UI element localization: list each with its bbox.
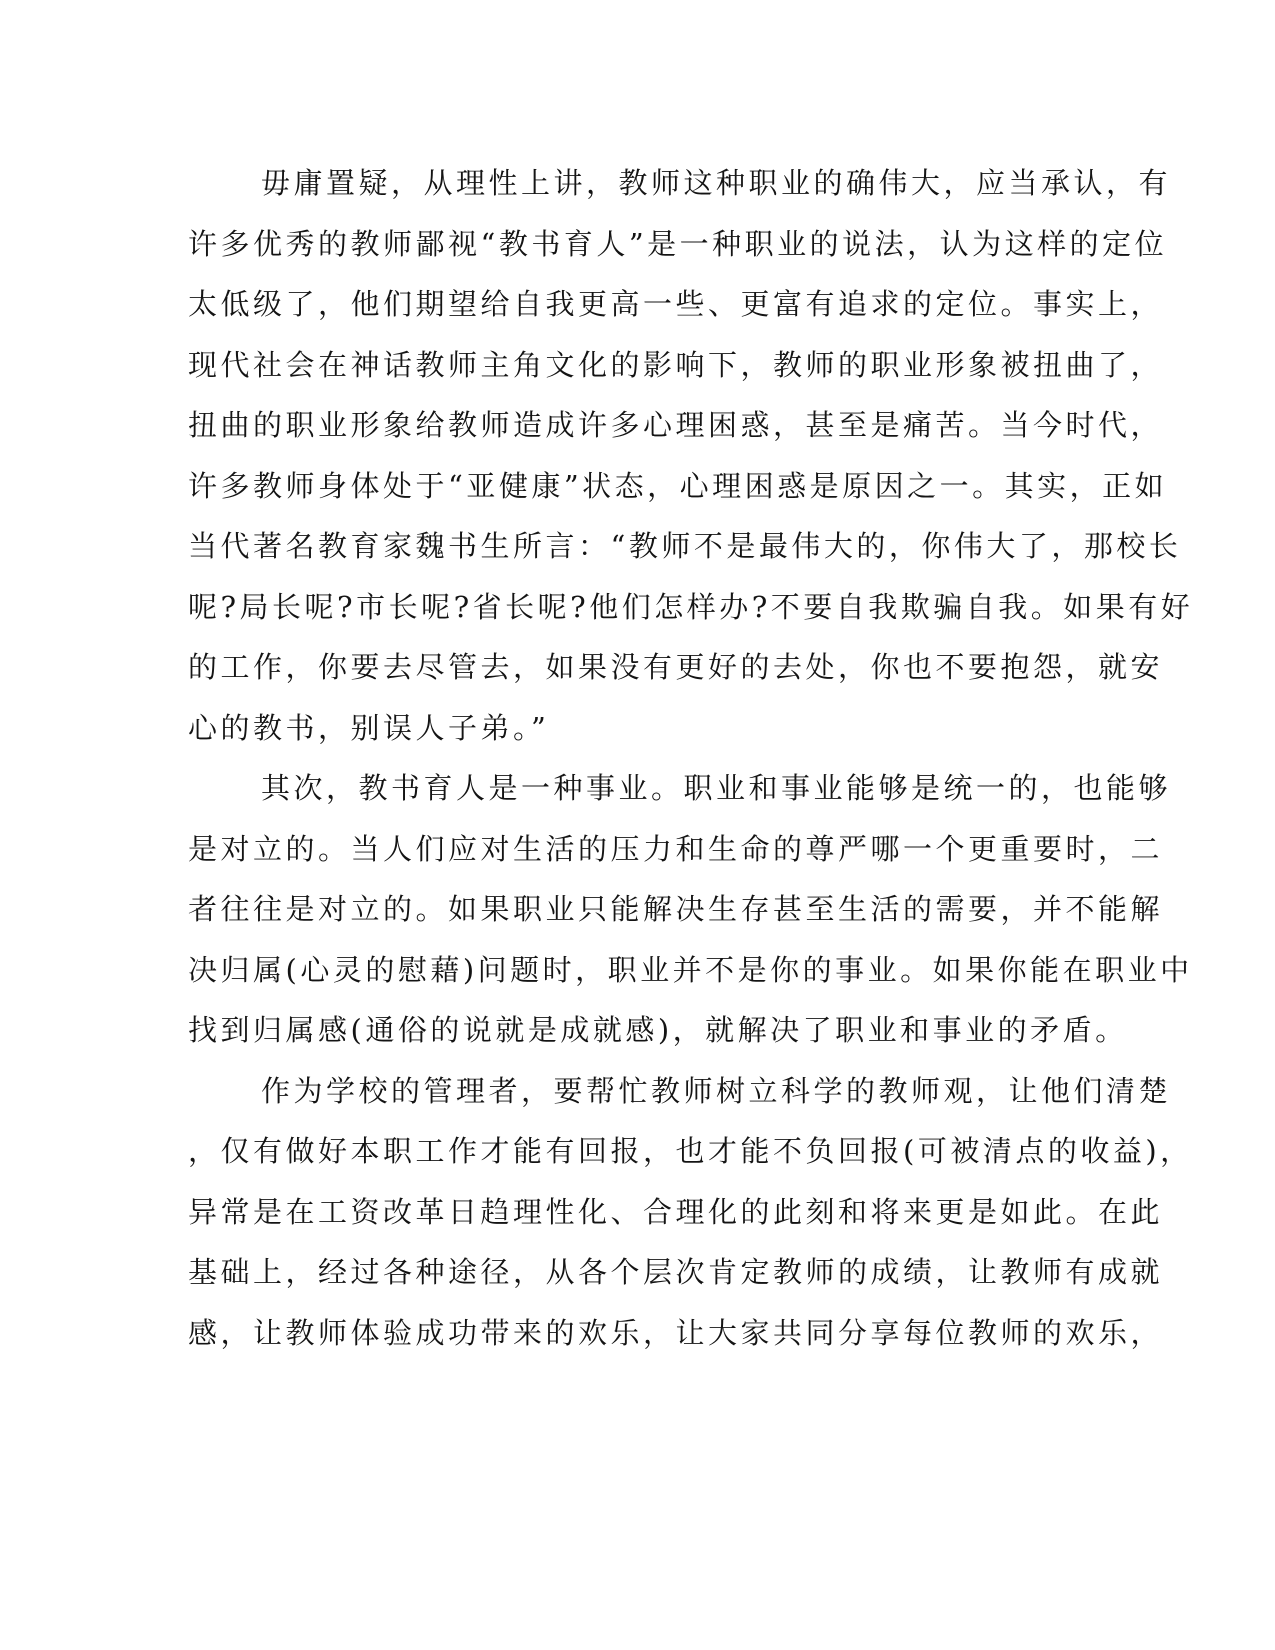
text-line-16: 作为学校的管理者，要帮忙教师树立科学的教师观，让他们清楚	[261, 1073, 1172, 1108]
text-line-14: 决归属(心灵的慰藉)问题时，职业并不是你的事业。如果你能在职业中	[188, 952, 1193, 987]
text-line-15: 找到归属感(通俗的说就是成就感)，就解决了职业和事业的矛盾。	[188, 1013, 1128, 1047]
text-line-13: 者往往是对立的。如果职业只能解决生存甚至生活的需要，并不能解	[188, 892, 1164, 926]
text-line-17: ，仅有做好本职工作才能有回报，也才能不负回报(可被清点的收益)，	[188, 1134, 1193, 1168]
text-line-5: 扭曲的职业形象给教师造成许多心理困惑，甚至是痛苦。当今时代，	[188, 408, 1164, 442]
text-line-4: 现代社会在神话教师主角文化的影响下，教师的职业形象被扭曲了，	[188, 347, 1164, 382]
text-line-3: 太低级了，他们期望给自我更高一些、更富有追求的定位。事实上，	[188, 287, 1164, 321]
text-line-7: 当代著名教育家魏书生所言：“教师不是最伟大的，你伟大了，那校长	[188, 529, 1182, 563]
text-line-19: 基础上，经过各种途径，从各个层次肯定教师的成绩，让教师有成就	[188, 1255, 1164, 1289]
text-line-20: 感，让教师体验成功带来的欢乐，让大家共同分享每位教师的欢乐，	[188, 1315, 1164, 1350]
text-line-8: 呢?局长呢?市长呢?省长呢?他们怎样办?不要自我欺骗自我。如果有好	[188, 589, 1194, 624]
text-line-18: 异常是在工资改革日趋理性化、合理化的此刻和将来更是如此。在此	[188, 1194, 1164, 1229]
text-line-12: 是对立的。当人们应对生活的压力和生命的尊严哪一个更重要时，二	[188, 831, 1164, 866]
text-line-2: 许多优秀的教师鄙视“教书育人”是一种职业的说法，认为这样的定位	[188, 226, 1168, 261]
text-line-9: 的工作，你要去尽管去，如果没有更好的去处，你也不要抱怨，就安	[188, 650, 1164, 684]
text-line-6: 许多教师身体处于“亚健康”状态，心理困惑是原因之一。其实，正如	[188, 468, 1168, 503]
text-line-10: 心的教书，别误人子弟。”	[188, 710, 550, 745]
text-line-11: 其次，教书育人是一种事业。职业和事业能够是统一的，也能够	[261, 771, 1172, 805]
body-text	[188, 163, 1194, 1373]
text-line-1: 毋庸置疑，从理性上讲，教师这种职业的确伟大，应当承认，有	[261, 166, 1172, 200]
